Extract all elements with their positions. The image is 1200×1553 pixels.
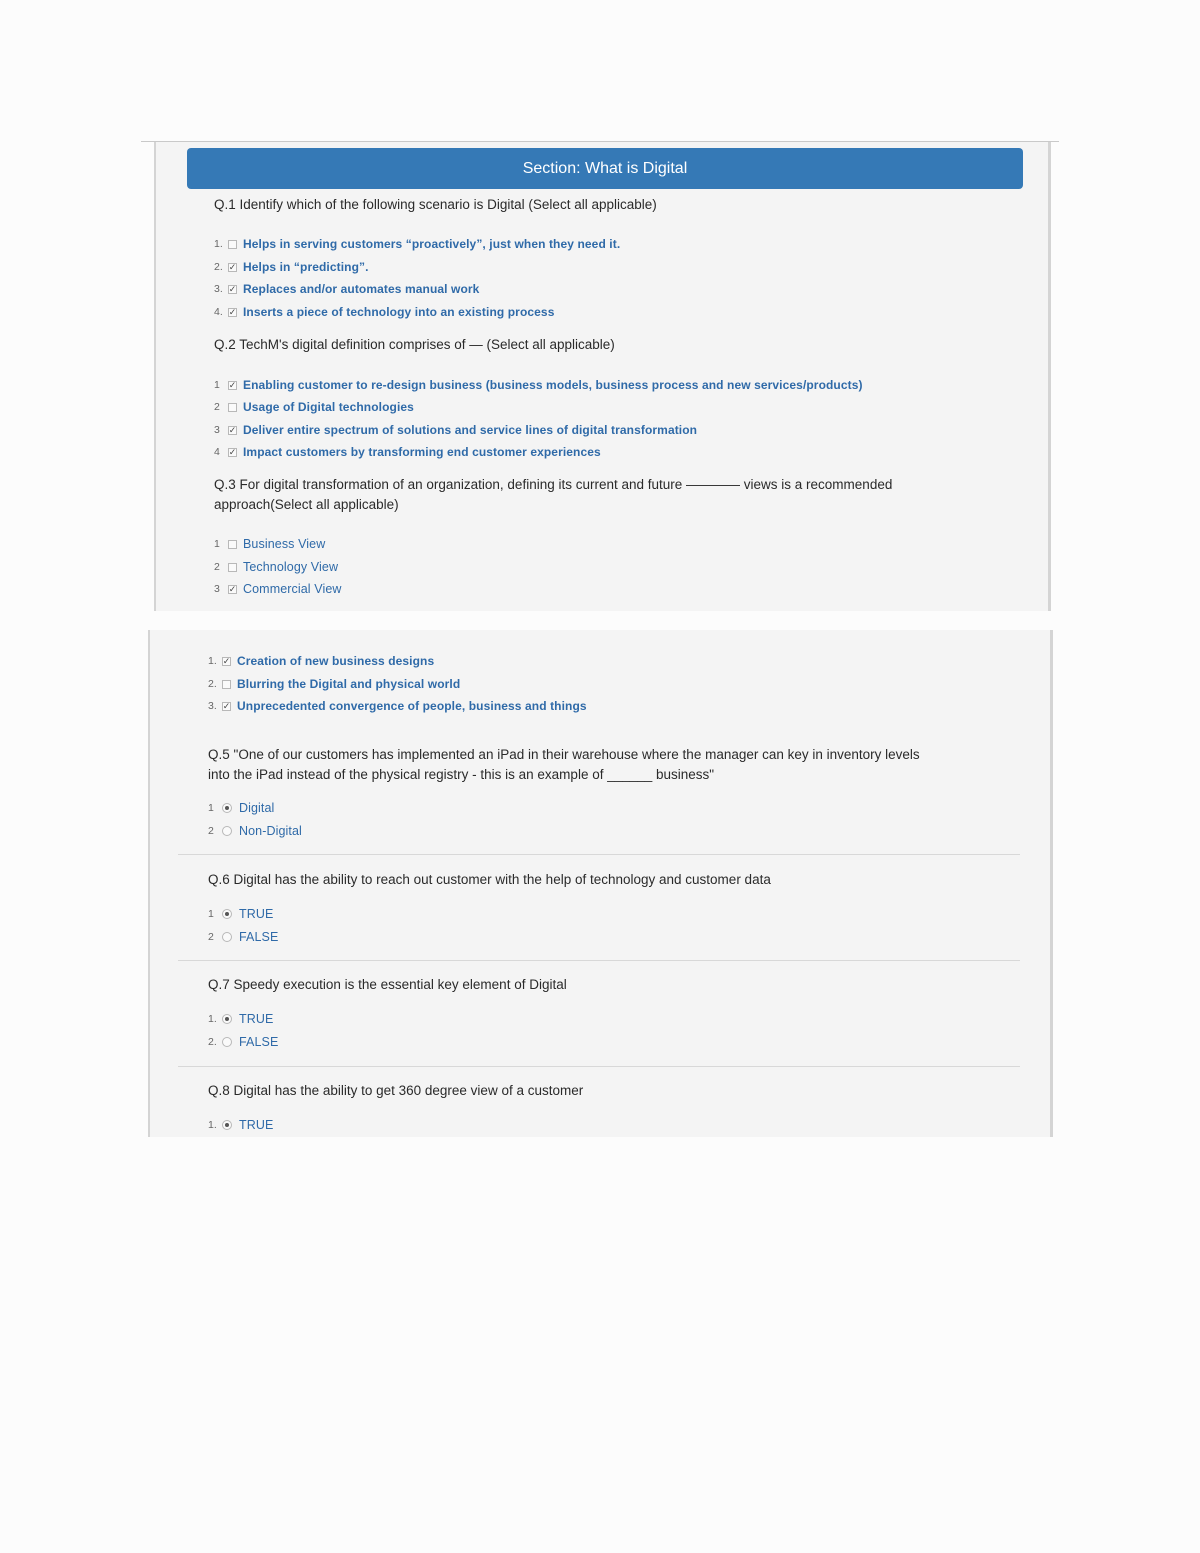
question-7 [208,975,567,995]
radio-unselected[interactable] [222,826,232,836]
option-number: 2 [208,825,214,837]
q2-option-2[interactable] [214,399,414,415]
option-label: Unprecedented convergence of people, business and things [237,699,587,713]
option-number: 4 [214,446,220,458]
option-label: Helps in serving customers “proactively”, just when they need it. [243,237,621,251]
q6-option-2[interactable] [208,929,278,945]
option-label: Digital [239,801,275,815]
option-label: Deliver entire spectrum of solutions and service lines of digital transformation [243,423,698,437]
option-number: 1. [208,1119,217,1131]
option-number: 4. [214,306,223,318]
q4-option-1[interactable] [208,653,434,669]
checkbox-checked[interactable]: ✓ [222,700,231,711]
option-label: FALSE [239,1035,279,1049]
checkbox-unchecked[interactable] [228,540,237,549]
question-text: Digital has the ability to get 360 degree view of a customer [233,1083,584,1098]
question-divider [178,1066,1020,1067]
option-number: 3 [214,583,220,595]
q7-option-2[interactable] [208,1034,278,1050]
option-label: TRUE [239,1012,274,1026]
option-label: TRUE [239,1118,274,1132]
q6-option-1[interactable] [208,906,273,922]
question-number: Q.2 [214,337,236,352]
q3-option-3[interactable] [214,581,342,597]
option-number: 1 [214,379,220,391]
option-label: Non-Digital [239,824,302,838]
option-label: Creation of new business designs [237,654,435,668]
checkbox-checked[interactable]: ✓ [228,583,237,594]
option-number: 1 [208,908,214,920]
option-label: Blurring the Digital and physical world [237,677,461,691]
option-label: Technology View [243,560,339,574]
q1-option-2[interactable] [214,259,369,275]
checkbox-checked[interactable]: ✓ [228,283,237,294]
option-number: 1. [214,238,223,250]
q2-option-4[interactable] [214,444,601,460]
radio-selected[interactable] [222,1120,232,1130]
option-label: Helps in “predicting”. [243,260,369,274]
checkbox-unchecked[interactable] [222,680,231,689]
option-number: 3. [214,283,223,295]
option-label: Replaces and/or automates manual work [243,282,480,296]
q7-option-1[interactable] [208,1011,273,1027]
q1-option-3[interactable] [214,281,479,297]
option-label: Commercial View [243,582,342,596]
checkbox-checked[interactable]: ✓ [228,261,237,272]
checkbox-unchecked[interactable] [228,403,237,412]
q4-option-2[interactable] [208,676,460,692]
checkbox-checked[interactable]: ✓ [228,446,237,457]
checkbox-checked[interactable]: ✓ [228,424,237,435]
question-text-line-1: "One of our customers has implemented an iPad in their warehouse where the manager can key in inventory levels [233,747,920,762]
q1-option-4[interactable] [214,304,554,320]
q3-option-1[interactable] [214,536,325,552]
option-number: 2 [214,401,220,413]
question-number: Q.6 [208,872,230,887]
radio-unselected[interactable] [222,1037,232,1047]
radio-selected[interactable] [222,803,232,813]
checkbox-checked[interactable]: ✓ [222,655,231,666]
option-label: Business View [243,537,326,551]
question-2 [214,335,615,355]
question-8 [208,1081,583,1101]
q5-option-1[interactable] [208,800,274,816]
q2-option-3[interactable] [214,422,697,438]
q5-option-2[interactable] [208,823,302,839]
question-number: Q.8 [208,1083,230,1098]
option-number: 2 [214,561,220,573]
option-number: 3 [214,424,220,436]
q4-option-3[interactable] [208,698,587,714]
question-number: Q.1 [214,197,236,212]
question-text: Speedy execution is the essential key element of Digital [233,977,567,992]
option-label: Impact customers by transforming end customer experiences [243,445,601,459]
radio-selected[interactable] [222,1014,232,1024]
option-number: 2. [214,261,223,273]
option-number: 2. [208,1036,217,1048]
question-3 [214,475,1014,515]
quiz-panel-section-2 [148,630,1053,1137]
checkbox-unchecked[interactable] [228,563,237,572]
option-label: Inserts a piece of technology into an existing process [243,305,555,319]
option-label: FALSE [239,930,279,944]
checkbox-checked[interactable]: ✓ [228,306,237,317]
option-number: 2. [208,678,217,690]
question-5 [208,745,1018,785]
quiz-panel-section-1 [154,142,1051,611]
question-1 [214,195,657,215]
option-number: 1 [208,802,214,814]
option-number: 3. [208,700,217,712]
q2-option-1[interactable] [214,377,863,393]
q8-option-1[interactable] [208,1117,273,1133]
question-text-line-2: approach(Select all applicable) [214,497,399,512]
option-number: 1. [208,1013,217,1025]
section-header: Section: What is Digital [187,148,1023,189]
question-text-line-2: into the iPad instead of the physical registry - this is an example of ______ business" [208,767,715,782]
option-label: TRUE [239,907,274,921]
checkbox-checked[interactable]: ✓ [228,379,237,390]
question-number: Q.5 [208,747,230,762]
checkbox-unchecked[interactable] [228,240,237,249]
option-number: 1 [214,538,220,550]
radio-unselected[interactable] [222,932,232,942]
option-label: Usage of Digital technologies [243,400,414,414]
question-text: Identify which of the following scenario is Digital (Select all applicable) [239,197,657,212]
question-text: TechM's digital definition comprises of — (Select all applicable) [239,337,615,352]
q1-option-1[interactable] [214,236,620,252]
question-number: Q.7 [208,977,230,992]
question-6 [208,870,771,890]
q3-option-2[interactable] [214,559,338,575]
option-number: 2 [208,931,214,943]
question-divider [178,854,1020,855]
option-number: 1. [208,655,217,667]
question-text-line-1: For digital transformation of an organization, defining its current and future ———— views is a recommended [239,477,893,492]
radio-selected[interactable] [222,909,232,919]
question-divider [178,960,1020,961]
question-number: Q.3 [214,477,236,492]
question-text: Digital has the ability to reach out customer with the help of technology and customer data [233,872,771,887]
option-label: Enabling customer to re-design business (business models, business process and new services/products) [243,378,863,392]
